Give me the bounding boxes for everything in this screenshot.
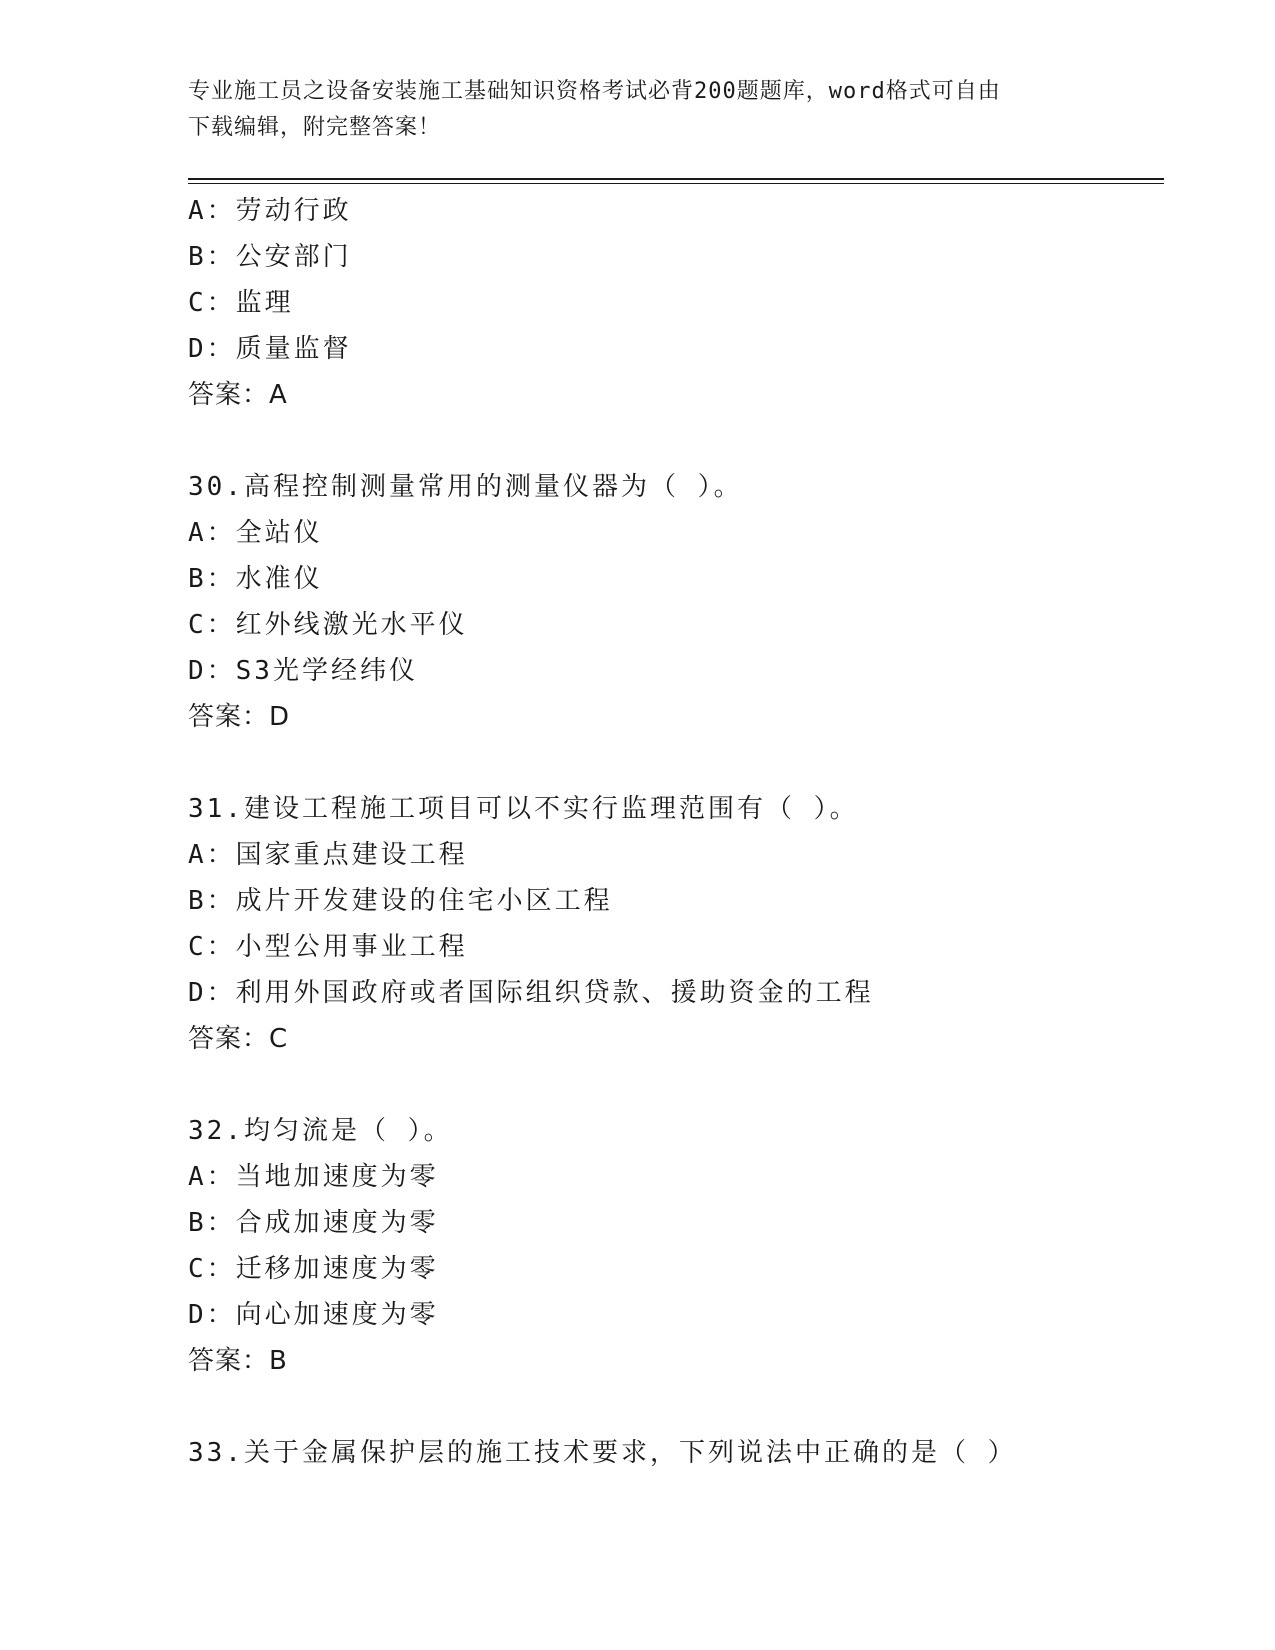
answer: 答案：B	[188, 1346, 288, 1376]
option-c: C：小型公用事业工程	[188, 932, 468, 962]
question-text: 32.均匀流是（ ）。	[188, 1116, 453, 1146]
option-a: A：全站仪	[188, 518, 323, 548]
option-b: B：水准仪	[188, 564, 323, 594]
answer: 答案：D	[188, 702, 291, 732]
header-line-1: 专业施工员之设备安装施工基础知识资格考试必背200题题库，word格式可自由	[188, 79, 1001, 104]
option-c: C：监理	[188, 288, 294, 318]
header-divider-thick	[188, 178, 1164, 180]
option-c: C：迁移加速度为零	[188, 1254, 439, 1284]
option-b: B：合成加速度为零	[188, 1208, 439, 1238]
question-list	[188, 188, 1164, 1476]
question-text: 30.高程控制测量常用的测量仪器为（ ）。	[188, 472, 743, 502]
option-d: D：S3光学经纬仪	[188, 656, 418, 686]
header-line-2: 下载编辑，附完整答案！	[188, 115, 442, 140]
question-31	[188, 786, 1164, 1062]
answer: 答案：C	[188, 1024, 289, 1054]
option-b: B：成片开发建设的住宅小区工程	[188, 886, 613, 916]
option-d: D：质量监督	[188, 334, 352, 364]
question-text: 31.建设工程施工项目可以不实行监理范围有（ ）。	[188, 794, 859, 824]
spacer	[188, 1384, 1164, 1430]
option-a: A：劳动行政	[188, 196, 352, 226]
question-32	[188, 1108, 1164, 1384]
option-d: D：利用外国政府或者国际组织贷款、援助资金的工程	[188, 978, 874, 1008]
answer: 答案：A	[188, 380, 288, 410]
question-text: 33.关于金属保护层的施工技术要求，下列说法中正确的是（ ）	[188, 1438, 1017, 1468]
option-d: D：向心加速度为零	[188, 1300, 439, 1330]
question-33	[188, 1430, 1164, 1476]
question-29	[188, 188, 1164, 418]
option-a: A：当地加速度为零	[188, 1162, 439, 1192]
header-divider-thin	[188, 183, 1164, 184]
option-c: C：红外线激光水平仪	[188, 610, 468, 640]
option-b: B：公安部门	[188, 242, 352, 272]
spacer	[188, 418, 1164, 464]
spacer	[188, 740, 1164, 786]
question-30	[188, 464, 1164, 740]
document-header	[188, 74, 1088, 146]
option-a: A：国家重点建设工程	[188, 840, 468, 870]
spacer	[188, 1062, 1164, 1108]
